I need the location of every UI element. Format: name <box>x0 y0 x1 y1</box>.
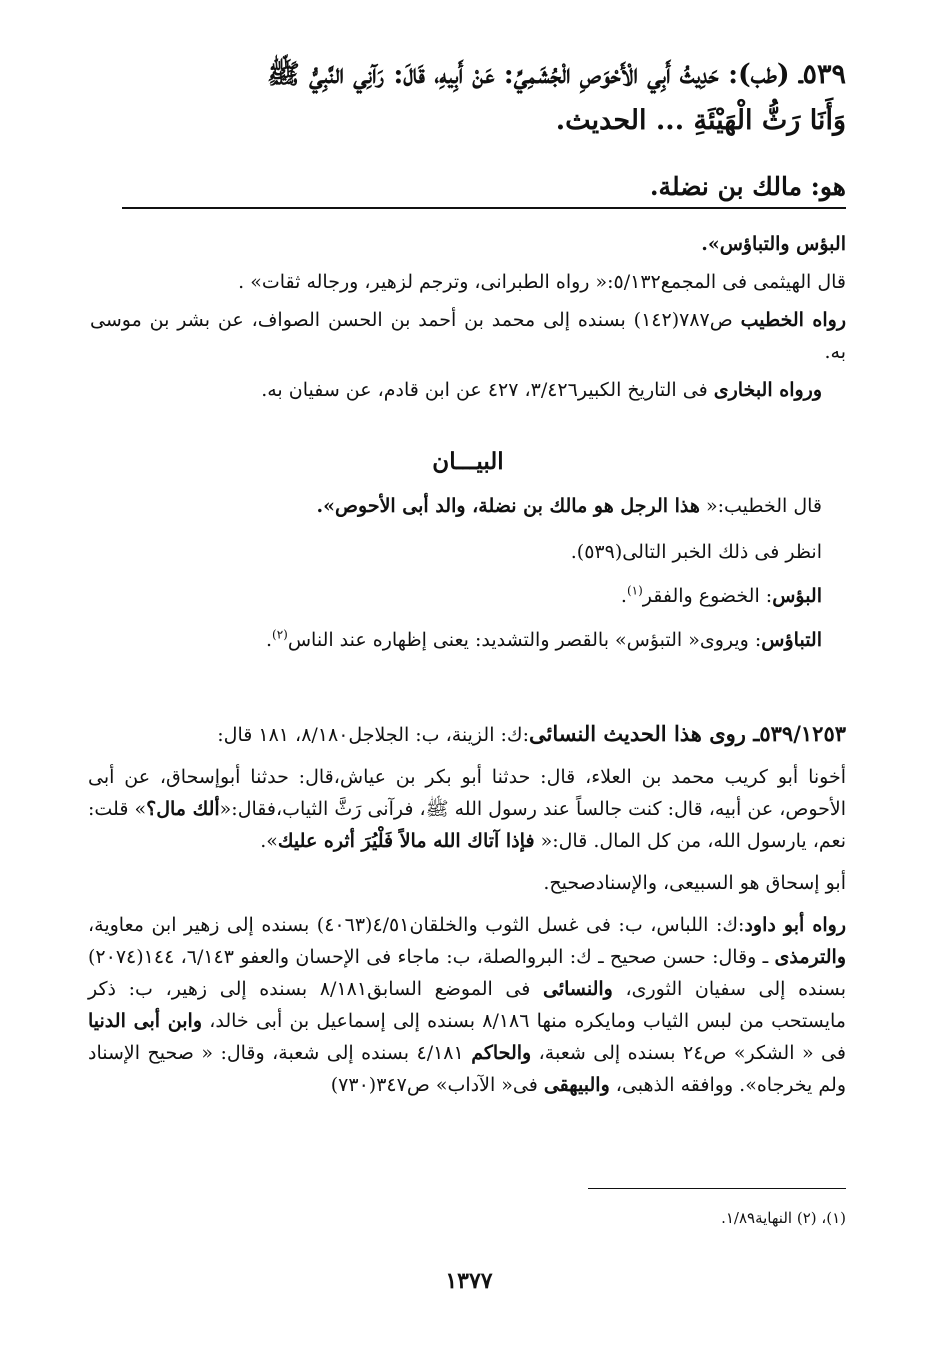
bayan-p1-intro: قال الخطيب:« <box>699 495 822 517</box>
src-ibn-abi-dunya-text: فى « الشكر» ص٢٤ بسنده إلى شعبة، <box>531 1042 846 1064</box>
src-ibn-abi-dunya: وابن أبى الدنيا <box>88 1010 203 1032</box>
footnote: (١)، (٢) النهاية١/٨٩. <box>721 1209 846 1227</box>
term-buus: البؤس <box>772 585 822 607</box>
section-1-p4-text: فى التاريخ الكبير٣/٤٢٦، ٤٢٧ عن ابن قادم، عن سفيان به. <box>261 379 714 401</box>
hadith-header-line1: ٥٣٩ـ (طب): حَدِيثُ أَبِي الْأَحْوَصِ الْجُشَمِيِّ: عَنْ أَبِيهِ، قَالَ: رَآنِي النَّبِيُّ ﷺ <box>267 59 846 90</box>
hadith-header <box>88 52 846 144</box>
section-1-p2: قال الهيثمى فى المجمع٥/١٣٢:« رواه الطبرانى، وترجم لزهير، ورجاله ثقات» . <box>238 271 846 293</box>
section-2 <box>88 718 846 1101</box>
page-number: ١٣٧٧ <box>445 1268 493 1294</box>
narrator-answer: هو: مالك بن نضلة. <box>649 172 846 201</box>
bayan-p4 <box>90 624 846 656</box>
section-2-p3 <box>88 909 846 1101</box>
section-1-p4-source: ورواه البخارى <box>713 379 822 401</box>
bayan-section <box>90 446 846 656</box>
src-nasai-text: فى الموضع السابق٨/١٨١ بسنده إلى زهير، ب: ذكر مايستحب من لبس الثياب ومايكره منها ٨/١٨٦ بسنده إلى إسماعيل بن أبى خالد، <box>88 978 846 1032</box>
section-2-p1-text: أخونا أبو كريب محمد بن العلاء، قال: حدثنا أبو بكر بن عياش،قال: حدثنا أبوإسحاق، عن أبى الأحوص، عن أبيه، قال: كنت جالساً عند رسول الله ﷺ، فرآنى رَثَّ الثياب،فقال:« <box>88 766 846 820</box>
section-2-p1-answer: فإذا آتاك الله مالاً فَلْيُرَ أثره عليك <box>277 830 535 852</box>
header-divider <box>122 207 846 209</box>
section-2-heading-title: ٥٣٩/١٢٥٣ـ روى هذا الحديث النسائى <box>529 721 846 746</box>
section-2-p1-mid: » قلت: نعم، يارسول الله، من كل المال. قال:« <box>88 798 846 852</box>
footnote-ref-1: (١) <box>626 583 643 598</box>
src-bayhaqi: والبيهقى <box>543 1074 610 1096</box>
term-tabaus: التباؤس <box>761 629 822 651</box>
section-2-p2: أبو إسحاق هو السبيعى، والإسنادصحيح. <box>543 872 846 894</box>
section-1 <box>90 228 846 406</box>
footnote-divider <box>588 1188 846 1189</box>
term-buus-def: : الخضوع والفقر <box>642 585 773 607</box>
section-2-heading-ref: :ك: الزينة، ب: الجلاجل٨/١٨٠، ١٨١ قال: <box>217 724 529 746</box>
src-bayhaqi-text: فى« الآداب» ص٣٤٧(٧٣٠) <box>330 1074 544 1096</box>
src-nasai: والنسائى <box>542 978 613 1000</box>
section-2-p1-end: ». <box>260 830 278 852</box>
bayan-p1-quote: هذا الرجل هو مالك بن نضلة، والد أبى الأحوص». <box>316 495 700 517</box>
bayan-p3-end: . <box>620 585 627 607</box>
section-1-p1: البؤس والتباؤس». <box>701 233 846 255</box>
bayan-p3 <box>90 580 846 612</box>
section-1-p3 <box>90 304 846 368</box>
src-hakim-text: ٤/١٨١ بسنده إلى شعبة، وقال: « صحيح الإسناد ولم يخرجاه». ووافقه الذهبى، <box>88 1042 846 1096</box>
bayan-title: البيـــان <box>432 448 504 475</box>
bayan-p1 <box>90 490 846 522</box>
src-tirmidhi-text: ـ وقال: حسن صحيح ـ ك: البروالصلة، ب: ماجاء فى الإحسان والعفو ٦/١٤٣، ١٤٤(٢٠٧٤) بسنده إلى سفيان الثورى، <box>88 946 847 1000</box>
section-2-p1 <box>88 761 846 857</box>
bayan-p4-end: . <box>265 629 273 651</box>
section-1-p3-source: رواه الخطيب <box>740 309 847 331</box>
section-2-p1-question: ألك مال؟ <box>146 798 220 820</box>
bayan-p2: انظر فى ذلك الخبر التالى(٥٣٩). <box>570 541 822 563</box>
src-tirmidhi: والترمذى <box>774 946 846 968</box>
section-1-p3-text: ص٧٨٧(١٤٢) بسنده إلى محمد بن أحمد بن الحسن الصواف، عن بشر بن موسى به. <box>90 309 846 363</box>
src-abu-dawud: رواه أبو داود <box>744 914 846 936</box>
section-2-heading <box>88 718 846 751</box>
hadith-header-line2: وَأَنَا رَثُّ الْهَيْئَةِ ... الحديث. <box>555 105 846 136</box>
term-tabaus-def: : ويروى« التبؤس» بالقصر والتشديد: يعنى إظهاره عند الناس <box>287 629 762 651</box>
footnote-ref-2: (٢) <box>272 627 288 642</box>
src-abu-dawud-text: :ك: اللباس، ب: فى غسل الثوب والخلقان٤/٥١(٤٠٦٣) بسنده إلى زهير ابن معاوية، <box>88 914 745 936</box>
src-hakim: والحاكم <box>471 1042 532 1064</box>
section-1-p4 <box>90 374 846 406</box>
